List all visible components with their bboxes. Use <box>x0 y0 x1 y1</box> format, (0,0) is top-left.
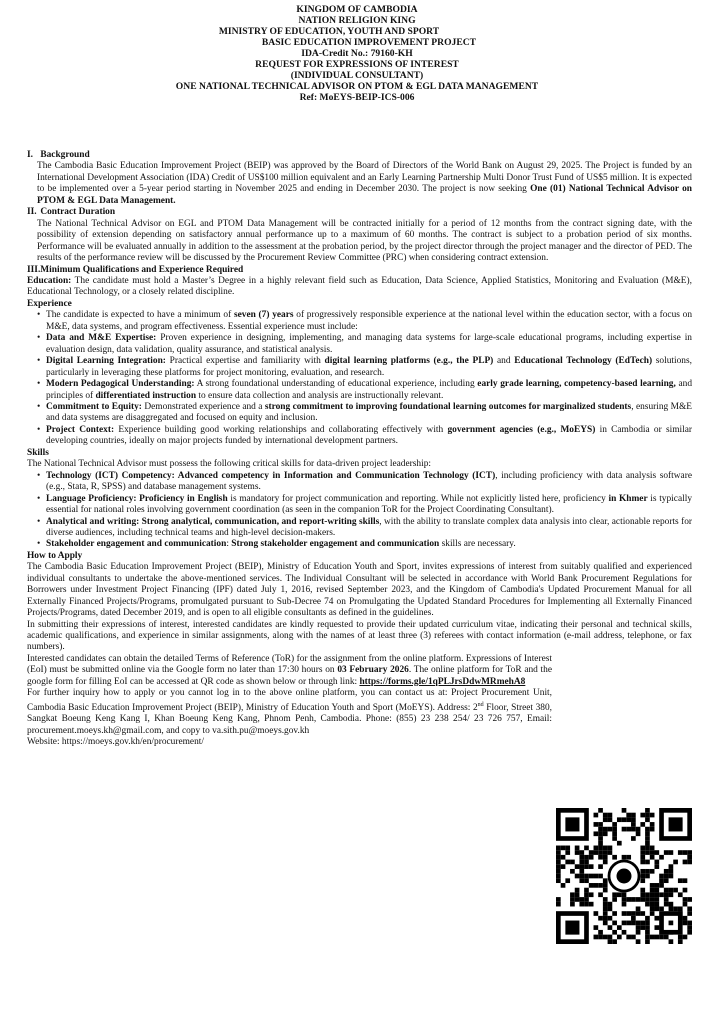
skills-list <box>27 471 692 551</box>
deadline-date: 03 February 2026 <box>337 665 409 676</box>
list-item: • Modern Pedagogical Understanding: A strong foundational understanding of educational experience, including early grade learning, competency-based learning, and principles of differentiated instruction to ensure data collection and analysis are instructionally relevant. <box>37 379 693 401</box>
how-to-apply-paragraph: The Cambodia Basic Education Improvement Project (BEIP), Ministry of Education Youth and Sport, invites expressions of interest from suitably qualified and experienced individual consultants to undertake the above-mentioned services. The Individual Consultant will be selected in accordance with World Bank Procurement Regulations for Borrowers under Investment Project Financing (IPF) dated July 1, 2016, revised September 2023, and the Kingdom of Cambodia's Updated Procurement Manual for all Externally Financed Projects/Programs, promulgated pursuant to Sub-Decree 74 on Promulgating the Updated Standard Procedures for Implementing all Externally Financed Projects/Programs, dated December 2019, and is open to all eligible consultants as defined in the guidelines. <box>27 562 692 619</box>
document-body <box>27 150 692 749</box>
website-line[interactable]: Website: https://moeys.gov.kh/en/procurement/ <box>27 737 204 748</box>
header-kingdom: KINGDOM OF CAMBODIA <box>296 4 418 15</box>
list-item: • Digital Learning Integration: Practical expertise and familiarity with digital learning platforms (e.g., the PLP) and Educational Technology (EdTech) solutions, particularly in leveraging these platforms for project monitoring, evaluation, and research. <box>37 356 692 378</box>
list-item: • The candidate is expected to have a minimum of seven (7) years of progressively responsible experience at the national level within the education sector, with a focus on M&E, data systems, and program effectiveness. Essential experience must include: <box>37 310 693 332</box>
contact-paragraph: For further inquiry how to apply or you cannot log in to the above online platform, you can contact us at: Project Procurement Unit, Cambodia Basic Education Improvement Project (BEIP), Ministry of Education Youth and Sport (MoEYS). Address: 2nd Floor, Street 380, Sangkat Boeung Keng Kang I, Khan Boeung Keng Kang, Phnom Penh, Cambodia. Phone: (855) 23 238 254/ 23 726 757, Email: procurement.moeys.kh@gmail.com, and copy to va.sith.pu@moeys.gov.kh <box>27 688 553 736</box>
list-item: • Language Proficiency: Proficiency in English is mandatory for project communication and reporting. While not explicitly listed here, proficiency in Khmer is typically essential for national roles involving government coordination (as seen in the companion ToR for the Project Coordinating Consultant). <box>37 493 693 516</box>
how-to-apply-heading: How to Apply <box>27 550 83 561</box>
list-item: • Data and M&E Expertise: Proven experience in designing, implementing, and managing data systems for large-scale educational programs, including expertise in evaluation design, data validation, quality assurance, and statistical analysis. <box>37 333 692 355</box>
header-ref: Ref: MoEYS-BEIP-ICS-006 <box>299 92 415 103</box>
skills-intro: The National Technical Advisor must possess the following critical skills for data-driven project leadership: <box>27 459 432 470</box>
header-request: REQUEST FOR EXPRESSIONS OF INTEREST <box>255 59 459 70</box>
header-position: ONE NATIONAL TECHNICAL ADVISOR ON PTOM & EGL DATA MANAGEMENT <box>175 81 539 92</box>
header-ministry: MINISTRY OF EDUCATION, YOUTH AND SPORT <box>218 26 440 37</box>
list-item: • Technology (ICT) Competency: Advanced competency in Information and Communication Technology (ICT), including proficiency with data analysis software (e.g., Stata, R, SPSS) and database management systems. <box>37 470 692 493</box>
qr-code-icon[interactable] <box>556 808 692 944</box>
list-item: • Analytical and writing: Strong analytical, communication, and report-writing skills, with the ability to translate complex data analysis into clear, actionable reports for diverse audiences, including technical teams and high-level decision-makers. <box>37 516 693 538</box>
section-heading-contract: II. Contract Duration <box>27 207 116 218</box>
experience-heading: Experience <box>27 298 72 309</box>
list-item: • Stakeholder engagement and communication: Strong stakeholder engagement and communication skills are necessary. <box>37 539 516 550</box>
header-individual: (INDIVIDUAL CONSULTANT) <box>290 70 424 81</box>
section-heading-qualifications: III.Minimum Qualifications and Experience Required <box>27 264 244 275</box>
section-heading-background: I. Background <box>27 150 90 160</box>
deadline-paragraph: Interested candidates can obtain the detailed Terms of Reference (ToR) for the assignment from the online platform. Expressions of Interest (EoI) must be submitted online via the Google form no later than 17:30 hours on 03 February 2026. The online platform for ToR and the google form for filling EoI can be accessed at QR code as shown below or through link: https://forms.gle/1qPLJrsDdwMRmehA8 <box>27 653 553 687</box>
list-item: • Project Context: Experience building good working relationships and collaborating effectively with government agencies (e.g., MoEYS) in Cambodia or similar developing countries, ideally on major projects funded by international development partners. <box>37 424 693 447</box>
header-credit: IDA-Credit No.: 79160-KH <box>301 48 413 59</box>
skills-heading: Skills <box>27 447 49 458</box>
header-project: BASIC EDUCATION IMPROVEMENT PROJECT <box>261 37 477 48</box>
experience-list <box>27 310 692 447</box>
education-paragraph: Education: The candidate must hold a Master’s Degree in a highly relevant field such as Education, Data Science, Applied Statistics, Monitoring and Evaluation (M&E), Educational Technology, or a closely related discipline. <box>27 275 692 298</box>
contract-paragraph: The National Technical Advisor on EGL and PTOM Data Management will be contracted initially for a period of 12 months from the contract signing date, with the possibility of extension depending on satisfactory annual performance up to a maximum of 60 months. The contract is subject to a probation period of six months. Performance will be evaluated annually in addition to the assessment at the probation period, by the project director through the project manager and the director of PED. The results of the performance review will be discussed by the Procurement Review Committee (PRC) when considering contract extension. <box>37 218 692 264</box>
submission-paragraph: In submitting their expressions of interest, interested candidates are kindly requested to provide their updated curriculum vitae, indicating their personal and technical skills, academic qualifications, and experience in similar assignments, along with the names of at least three (3) referees with contact information (e-mail address, telephone, or fax numbers). <box>27 619 692 653</box>
google-form-link[interactable]: https://forms.gle/1qPLJrsDdwMRmehA8 <box>359 676 526 687</box>
list-item: • Commitment to Equity: Demonstrated experience and a strong commitment to improving foundational learning outcomes for marginalized students, ensuring M&E and data systems are disaggregated and focused on equity and inclusion. <box>37 401 692 424</box>
background-paragraph: The Cambodia Basic Education Improvement Project (BEIP) was approved by the Board of Directors of the World Bank on August 29, 2025. The Project is funded by an International Development Association (IDA) Credit of US$100 million equivalent and an Early Learning Partnership Multi Donor Trust Fund of US$5 million. It is expected to be implemented over a 5-year period starting in November 2025 and ending in December 2030. The project is now seeking One (01) National Technical Advisor on PTOM & EGL Data Management. <box>37 161 692 206</box>
header-motto: NATION RELIGION KING <box>298 15 416 26</box>
